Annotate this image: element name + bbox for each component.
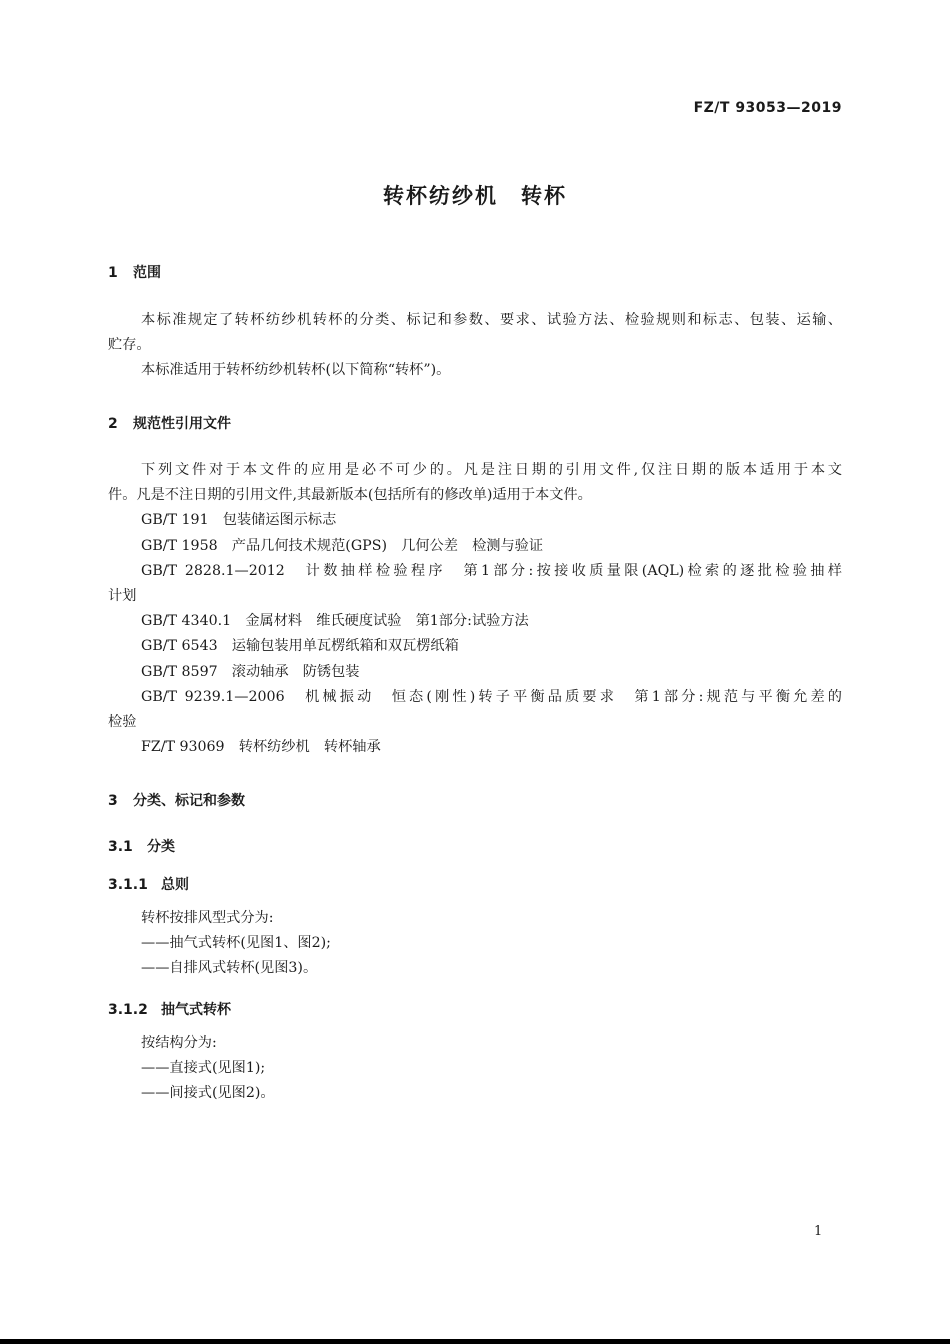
paragraph-line: 本标准规定了转杯纺纱机转杯的分类、标记和参数、要求、试验方法、检验规则和标志、包装、运输、	[141, 312, 842, 328]
paragraph-line: 转杯按排风型式分为:	[141, 910, 274, 926]
section-title: 总则	[161, 877, 189, 893]
section-title: 规范性引用文件	[133, 416, 231, 432]
section-2-heading	[108, 413, 231, 433]
section-title: 范围	[133, 265, 161, 281]
paragraph-line: 贮存。	[108, 337, 151, 353]
reference-item: GB/T 191 包装储运图示标志	[141, 512, 337, 528]
section-title: 抽气式转杯	[161, 1002, 231, 1018]
list-item: ——抽气式转杯(见图1、图2);	[141, 935, 331, 951]
section-number: 3.1	[108, 839, 133, 855]
document-title: 转杯纺纱机 转杯	[383, 184, 567, 208]
section-number: 3.1.2	[108, 1002, 148, 1018]
section-title: 分类	[147, 839, 175, 855]
page-bottom-border	[0, 1339, 950, 1344]
reference-item: GB/T 1958 产品几何技术规范(GPS) 几何公差 检测与验证	[141, 538, 544, 554]
standard-number: FZ/T 93053—2019	[693, 100, 842, 116]
section-number: 3	[108, 793, 118, 809]
paragraph-line: 件。凡是不注日期的引用文件,其最新版本(包括所有的修改单)适用于本文件。	[108, 487, 592, 503]
subsection-3-1-2-heading	[108, 999, 231, 1019]
paragraph-line: 按结构分为:	[141, 1035, 217, 1051]
section-number: 2	[108, 416, 118, 432]
reference-item-continued: 检验	[108, 714, 137, 730]
section-number: 1	[108, 265, 118, 281]
page-number: 1	[814, 1224, 823, 1239]
section-title: 分类、标记和参数	[133, 793, 245, 809]
list-item: ——自排风式转杯(见图3)。	[141, 960, 318, 976]
section-1-heading	[108, 262, 161, 282]
reference-item: GB/T 9239.1—2006 机械振动 恒态(刚性)转子平衡品质要求 第1部分:规范与平衡允差的	[141, 689, 842, 705]
paragraph-line: 本标准适用于转杯纺纱机转杯(以下简称“转杯”)。	[141, 362, 451, 378]
list-item: ——间接式(见图2)。	[141, 1085, 275, 1101]
reference-item: FZ/T 93069 转杯纺纱机 转杯轴承	[141, 739, 381, 755]
reference-item: GB/T 4340.1 金属材料 维氏硬度试验 第1部分:试验方法	[141, 613, 529, 629]
reference-item: GB/T 8597 滚动轴承 防锈包装	[141, 664, 360, 680]
subsection-3-1-1-heading	[108, 874, 189, 894]
reference-item: GB/T 2828.1—2012 计数抽样检验程序 第1部分:按接收质量限(AQL)检索的逐批检验抽样	[141, 563, 842, 579]
section-3-heading	[108, 790, 245, 810]
subsection-3-1-heading	[108, 836, 175, 856]
paragraph-line: 下列文件对于本文件的应用是必不可少的。凡是注日期的引用文件,仅注日期的版本适用于本文	[141, 462, 842, 478]
section-number: 3.1.1	[108, 877, 148, 893]
reference-item: GB/T 6543 运输包装用单瓦楞纸箱和双瓦楞纸箱	[141, 638, 459, 654]
reference-item-continued: 计划	[108, 588, 137, 604]
list-item: ——直接式(见图1);	[141, 1060, 266, 1076]
